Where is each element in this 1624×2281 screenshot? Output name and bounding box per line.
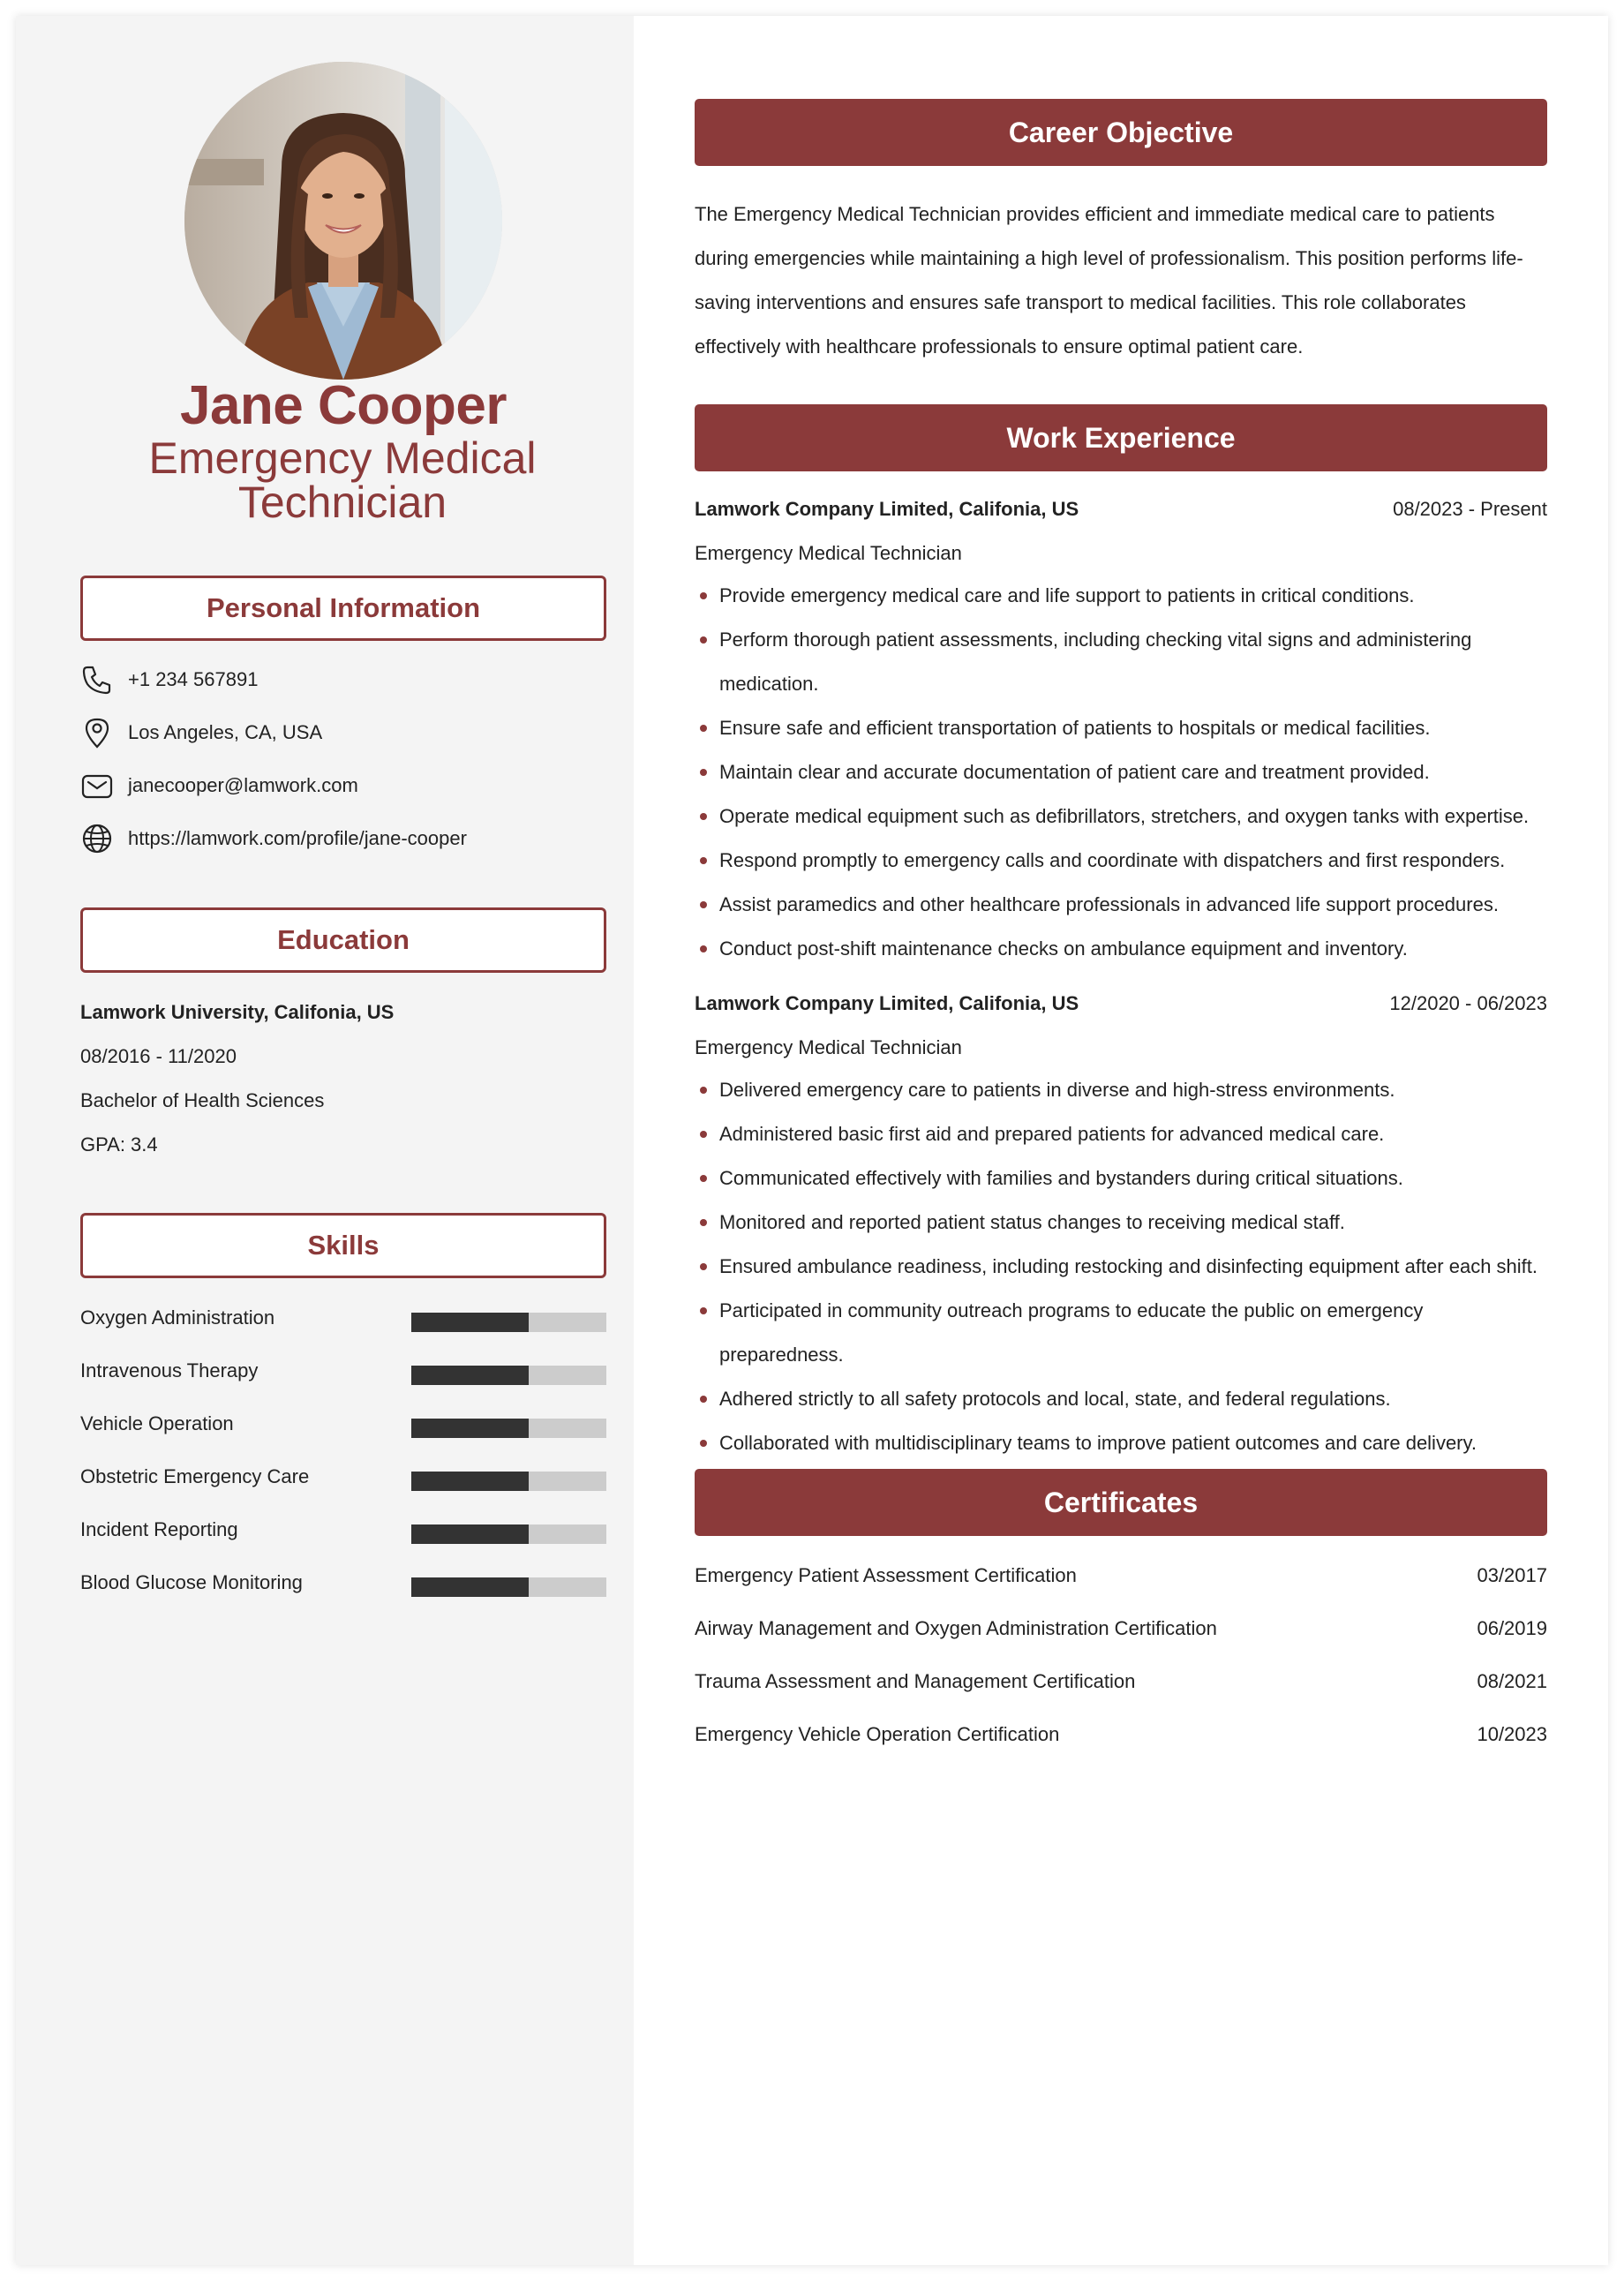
skill-level-bar — [411, 1419, 606, 1438]
certificate-name: Airway Management and Oxygen Administration Certification — [695, 1617, 1217, 1639]
education-degree: Bachelor of Health Sciences — [80, 1089, 325, 1111]
certificate-row — [695, 1617, 1547, 1644]
phone-icon — [80, 663, 114, 696]
skill-name: Vehicle Operation — [80, 1412, 234, 1434]
list-item: Conduct post-shift maintenance checks on ambulance equipment and inventory. — [719, 927, 1547, 971]
skill-row — [80, 1465, 606, 1492]
work-experience-heading: Work Experience — [695, 404, 1547, 471]
education-heading: Education — [80, 907, 606, 973]
certificate-date: 06/2019 — [1477, 1617, 1547, 1639]
sidebar — [16, 16, 634, 2265]
job-dates: 12/2020 - 06/2023 — [1389, 992, 1547, 1014]
career-objective-heading: Career Objective — [695, 99, 1547, 166]
list-item: Assist paramedics and other healthcare professionals in advanced life support procedures. — [719, 883, 1547, 927]
certificate-date: 08/2021 — [1477, 1670, 1547, 1692]
certificate-row — [695, 1723, 1547, 1750]
contact-phone[interactable] — [80, 662, 258, 697]
skill-level-fill — [411, 1472, 529, 1491]
skill-row — [80, 1306, 606, 1333]
list-item: Monitored and reported patient status changes to receiving medical staff. — [719, 1201, 1547, 1245]
profile-photo — [184, 62, 502, 380]
contact-email-text: janecooper@lamwork.com — [128, 774, 358, 796]
certificate-date: 03/2017 — [1477, 1564, 1547, 1586]
job-role: Emergency Medical Technician — [695, 1036, 962, 1058]
contact-website-text: https://lamwork.com/profile/jane-cooper — [128, 827, 467, 849]
career-objective-text: The Emergency Medical Technician provides efficient and immediate medical care to patients during emergencies while maintaining a high level of professionalism. This position performs life-saving interventions and ensures safe transport to medical facilities. This role collaborates effectively with healthcare professionals to ensure optimal patient care. — [695, 203, 1523, 358]
candidate-name: Jane Cooper — [179, 375, 508, 436]
skill-level-fill — [411, 1524, 529, 1544]
skill-level-fill — [411, 1313, 529, 1332]
education-school: Lamwork University, Califonia, US — [80, 1001, 395, 1023]
certificate-name: Trauma Assessment and Management Certification — [695, 1670, 1136, 1692]
skill-level-bar — [411, 1366, 606, 1385]
list-item: Maintain clear and accurate documentation of patient care and treatment provided. — [719, 750, 1547, 794]
skill-name: Incident Reporting — [80, 1518, 238, 1540]
job-bullets — [719, 1068, 1547, 1465]
skills-heading: Skills — [80, 1213, 606, 1278]
list-item: Respond promptly to emergency calls and coordinate with dispatchers and first responders. — [719, 839, 1547, 883]
job-dates: 08/2023 - Present — [1393, 498, 1547, 520]
skill-level-fill — [411, 1366, 529, 1385]
skill-row — [80, 1571, 606, 1598]
education-gpa: GPA: 3.4 — [80, 1133, 158, 1156]
contact-phone-text: +1 234 567891 — [128, 668, 259, 690]
contact-email[interactable] — [80, 768, 358, 803]
skill-name: Obstetric Emergency Care — [80, 1465, 310, 1487]
skill-level-fill — [411, 1419, 529, 1438]
certificate-name: Emergency Vehicle Operation Certification — [695, 1723, 1060, 1745]
job-role: Emergency Medical Technician — [695, 542, 962, 564]
list-item: Operate medical equipment such as defibrillators, stretchers, and oxygen tanks with expertise. — [719, 794, 1547, 839]
skill-name: Intravenous Therapy — [80, 1359, 259, 1381]
location-pin-icon — [80, 716, 114, 749]
skill-row — [80, 1518, 606, 1545]
envelope-icon — [80, 769, 114, 802]
resume-page — [16, 16, 1608, 2265]
list-item: Administered basic first aid and prepared patients for advanced medical care. — [719, 1112, 1547, 1156]
job-bullets — [719, 574, 1547, 971]
contact-website[interactable] — [80, 821, 467, 856]
certificate-row — [695, 1564, 1547, 1591]
list-item: Delivered emergency care to patients in diverse and high-stress environments. — [719, 1068, 1547, 1112]
skill-level-bar — [411, 1472, 606, 1491]
list-item: Communicated effectively with families and bystanders during critical situations. — [719, 1156, 1547, 1201]
skill-row — [80, 1359, 606, 1386]
certificate-name: Emergency Patient Assessment Certification — [695, 1564, 1077, 1586]
personal-info-heading: Personal Information — [80, 576, 606, 641]
job-company: Lamwork Company Limited, Califonia, US — [695, 498, 1079, 520]
list-item: Participated in community outreach programs to educate the public on emergency preparedness. — [719, 1289, 1547, 1377]
job-company: Lamwork Company Limited, Califonia, US — [695, 992, 1079, 1014]
skill-level-fill — [411, 1577, 529, 1597]
list-item: Provide emergency medical care and life support to patients in critical conditions. — [719, 574, 1547, 618]
list-item: Ensured ambulance readiness, including restocking and disinfecting equipment after each shift. — [719, 1245, 1547, 1289]
list-item: Ensure safe and efficient transportation of patients to hospitals or medical facilities. — [719, 706, 1547, 750]
skill-name: Oxygen Administration — [80, 1306, 275, 1329]
list-item: Adhered strictly to all safety protocols and local, state, and federal regulations. — [719, 1377, 1547, 1421]
contact-location-text: Los Angeles, CA, USA — [128, 721, 323, 743]
certificates-heading: Certificates — [695, 1469, 1547, 1536]
certificate-date: 10/2023 — [1477, 1723, 1547, 1745]
skill-level-bar — [411, 1524, 606, 1544]
contact-location — [80, 715, 322, 750]
portrait-photo — [184, 62, 502, 380]
skill-row — [80, 1412, 606, 1439]
candidate-title: Emergency Medical Technician — [148, 433, 537, 527]
skill-level-bar — [411, 1577, 606, 1597]
main-content — [634, 16, 1608, 2265]
certificate-row — [695, 1670, 1547, 1697]
education-dates: 08/2016 - 11/2020 — [80, 1045, 237, 1067]
globe-icon — [80, 822, 114, 855]
skill-level-bar — [411, 1313, 606, 1332]
list-item: Perform thorough patient assessments, including checking vital signs and administering medication. — [719, 618, 1547, 706]
list-item: Collaborated with multidisciplinary teams to improve patient outcomes and care delivery. — [719, 1421, 1547, 1465]
skill-name: Blood Glucose Monitoring — [80, 1571, 303, 1593]
